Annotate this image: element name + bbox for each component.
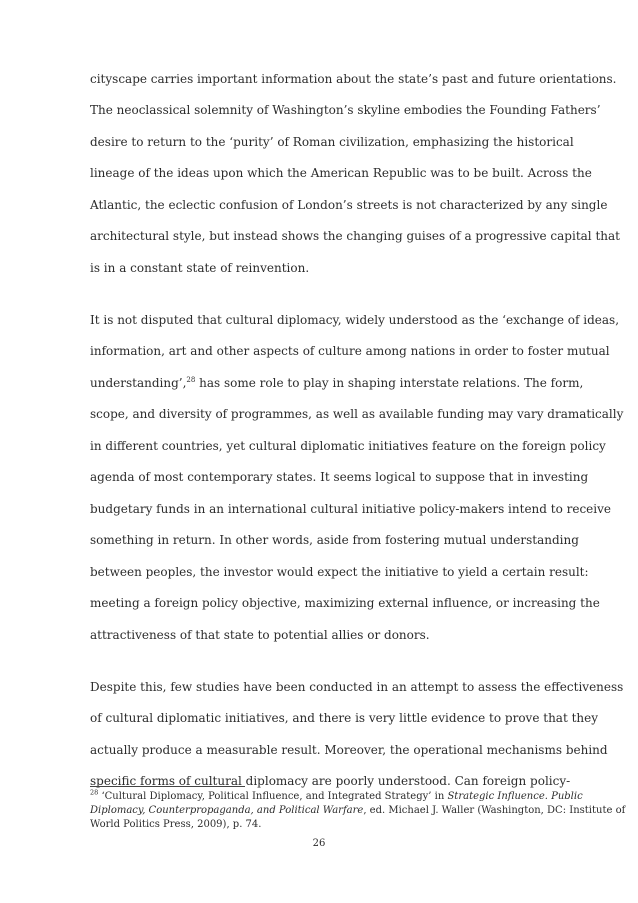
- text-line: between peoples, the investor would expect the initiative to yield a certain result:: [90, 565, 589, 579]
- footnote-line: [90, 818, 548, 832]
- footnote-reference[interactable]: 28: [186, 376, 196, 384]
- text-line: It is not disputed that cultural diplomacy, widely understood as the ‘exchange of ideas,: [90, 313, 620, 327]
- text-line: information, art and other aspects of culture among nations in order to foster mutual: [90, 344, 610, 358]
- text-line: in different countries, yet cultural diplomatic initiatives feature on the foreign policy: [90, 439, 606, 453]
- text-segment: understanding’,: [90, 376, 187, 390]
- footnote-line: [90, 804, 626, 818]
- text-line: architectural style, but instead shows the changing guises of a progressive capital that: [90, 229, 620, 243]
- text-line: cityscape carries important information about the state’s past and future orientations.: [90, 72, 617, 86]
- text-line: budgetary funds in an international cultural initiative policy-makers intend to receive: [90, 502, 612, 516]
- footnote-text: World Politics Press, 2009), p. 74.: [90, 819, 262, 830]
- text-line-with-footnote-ref: [90, 375, 584, 391]
- text-line: lineage of the ideas upon which the American Republic was to be built. Across the: [90, 166, 592, 180]
- text-line: agenda of most contemporary states. It seems logical to suppose that in investing: [90, 470, 589, 484]
- footnote-title: Diplomacy, Counterpropaganda, and Political Warfare: [90, 805, 364, 816]
- footnote-number: 28: [90, 788, 99, 797]
- footnote-line: [90, 788, 583, 804]
- text-line: actually produce a measurable result. Moreover, the operational mechanisms behind: [90, 743, 608, 757]
- footnote-title: Strategic Influence. Public: [447, 791, 583, 802]
- text-line: Despite this, few studies have been conducted in an attempt to assess the effectiveness: [90, 680, 624, 694]
- text-segment: has some role to play in shaping interstate relations. The form,: [195, 376, 584, 390]
- text-line: something in return. In other words, aside from fostering mutual understanding: [90, 533, 579, 547]
- text-line: The neoclassical solemnity of Washington’s skyline embodies the Founding Fathers’: [90, 103, 601, 117]
- text-line: meeting a foreign policy objective, maximizing external influence, or increasing the: [90, 596, 600, 610]
- footnote-text: , ed. Michael J. Waller (Washington, DC: Institute of: [363, 805, 626, 816]
- text-line: attractiveness of that state to potential allies or donors.: [90, 628, 430, 642]
- text-line: is in a constant state of reinvention.: [90, 261, 310, 275]
- footnote-separator: [90, 786, 245, 787]
- footnote-text: ‘Cultural Diplomacy, Political Influence, and Integrated Strategy’ in: [98, 791, 448, 802]
- page-number: 26: [312, 838, 326, 849]
- text-line: scope, and diversity of programmes, as well as available funding may vary dramatically: [90, 407, 624, 421]
- text-line: desire to return to the ‘purity’ of Roman civilization, emphasizing the historical: [90, 135, 574, 149]
- text-line: Atlantic, the eclectic confusion of London’s streets is not characterized by any single: [90, 198, 608, 212]
- text-line: of cultural diplomatic initiatives, and there is very little evidence to prove that they: [90, 711, 599, 725]
- text-line: specific forms of cultural diplomacy are poorly understood. Can foreign policy-: [90, 774, 571, 788]
